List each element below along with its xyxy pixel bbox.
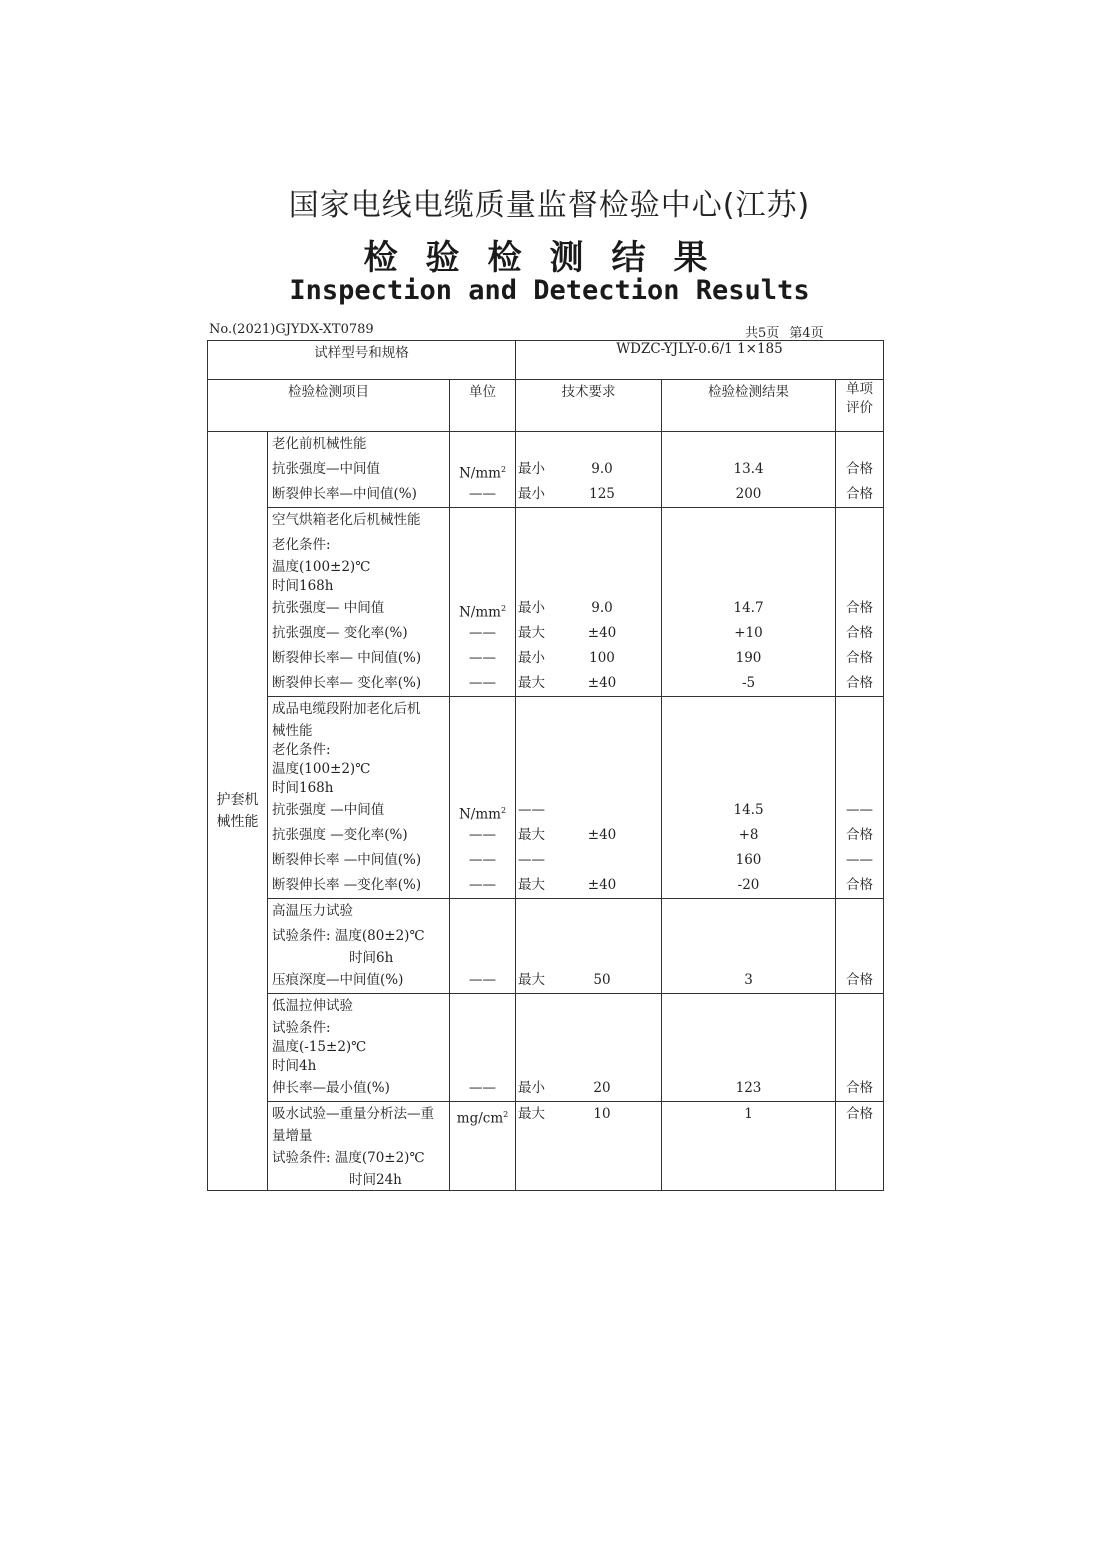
unit-line <box>450 697 515 722</box>
title-english: Inspection and Detection Results <box>289 275 810 306</box>
unit-line <box>450 432 515 457</box>
requirement-line <box>516 779 661 798</box>
requirement-qualifier: 最大 <box>518 675 546 691</box>
header-row <box>208 380 884 432</box>
unit-line <box>450 848 515 873</box>
result-line: 160 <box>735 852 762 868</box>
title-chinese: 检验检测结果 <box>363 238 736 278</box>
unit-line <box>450 671 515 696</box>
item-line: 断裂伸长率— 中间值(%) <box>272 650 422 666</box>
unit-line <box>450 646 515 671</box>
unit-line <box>450 741 515 760</box>
item-line: 抗张强度—中间值 <box>272 461 380 477</box>
requirement-value: ±40 <box>587 877 617 893</box>
requirement-line <box>516 994 661 1019</box>
column-unit-header: 单位 <box>450 380 516 432</box>
result-line <box>662 1038 835 1057</box>
item-line: 断裂伸长率—中间值(%) <box>272 486 417 502</box>
result-line: 14.7 <box>733 600 764 616</box>
requirement-line <box>516 596 661 621</box>
requirement-line <box>516 1019 661 1038</box>
result-cell <box>662 1102 836 1191</box>
requirement-line <box>516 577 661 596</box>
item-line: 断裂伸长率 —变化率(%) <box>272 877 422 893</box>
result-line <box>662 533 835 558</box>
evaluation-line <box>836 779 883 798</box>
requirement-value <box>567 1171 637 1190</box>
result-cell <box>662 994 836 1102</box>
evaluation-line: 合格 <box>846 827 874 843</box>
requirement-value <box>567 558 637 577</box>
results-table <box>207 340 884 1191</box>
unit-line <box>450 1102 515 1127</box>
evaluation-line: 合格 <box>846 600 874 616</box>
unit-line <box>450 924 515 949</box>
requirement-value: 125 <box>589 486 615 502</box>
requirement-qualifier: 最大 <box>518 625 546 641</box>
result-line <box>662 949 835 968</box>
evaluation-line: 合格 <box>846 675 874 691</box>
evaluation-header-line: 单项 <box>846 381 874 397</box>
column-evaluation-header <box>836 380 884 432</box>
item-line: 断裂伸长率 —中间值(%) <box>272 852 422 868</box>
evaluation-line: —— <box>846 852 874 868</box>
unit-text: —— <box>469 852 496 868</box>
unit-cell <box>450 508 516 697</box>
evaluation-cell <box>836 508 884 697</box>
unit-line <box>450 621 515 646</box>
evaluation-line <box>836 1019 883 1038</box>
requirement-qualifier: 最大 <box>518 1106 546 1122</box>
category-cell <box>208 432 268 1191</box>
unit-line <box>450 596 515 621</box>
unit-text: N/mm <box>458 465 501 482</box>
requirement-line <box>516 848 661 873</box>
requirement-line <box>516 823 661 848</box>
requirement-qualifier: 最大 <box>518 972 546 988</box>
requirement-value <box>567 798 637 823</box>
unit-cell <box>450 432 516 508</box>
evaluation-line <box>836 1057 883 1076</box>
requirement-value <box>567 432 637 457</box>
evaluation-line: 合格 <box>846 877 874 893</box>
requirement-line <box>516 924 661 949</box>
item-cell <box>268 994 450 1102</box>
requirement-line <box>516 508 661 533</box>
item-line: 试验条件: 温度(70±2)℃ <box>272 1150 425 1166</box>
evaluation-line <box>836 697 883 722</box>
requirement-value <box>567 1057 637 1076</box>
requirement-cell <box>516 508 662 697</box>
unit-cell <box>450 697 516 899</box>
requirement-qualifier: 最小 <box>518 1080 546 1096</box>
evaluation-line <box>836 508 883 533</box>
result-line: 200 <box>735 486 762 502</box>
requirement-qualifier: 最小 <box>518 650 546 666</box>
evaluation-line <box>836 924 883 949</box>
requirement-qualifier: 最小 <box>518 486 546 502</box>
evaluation-cell <box>836 899 884 994</box>
item-line: 抗张强度— 变化率(%) <box>272 625 408 641</box>
evaluation-line <box>836 949 883 968</box>
result-line <box>662 1019 835 1038</box>
unit-line <box>450 798 515 823</box>
unit-line <box>450 457 515 482</box>
requirement-value <box>567 508 637 533</box>
requirement-value <box>567 779 637 798</box>
result-line: +10 <box>734 625 763 641</box>
unit-text: —— <box>469 486 496 502</box>
result-line <box>662 432 835 457</box>
evaluation-line <box>836 994 883 1019</box>
item-line: 试验条件: 温度(80±2)℃ <box>272 928 425 944</box>
result-line <box>662 779 835 798</box>
item-line: 抗张强度 —中间值 <box>272 802 385 818</box>
item-cell <box>268 432 450 508</box>
requirement-line <box>516 798 661 823</box>
requirement-line <box>516 646 661 671</box>
result-line <box>662 760 835 779</box>
unit-text: —— <box>469 1080 496 1096</box>
item-line: 温度(100±2)℃ <box>272 761 371 777</box>
document-number: No.(2021)GJYDX-XT0789 <box>209 322 374 337</box>
result-line <box>662 1127 835 1146</box>
result-line <box>662 508 835 533</box>
evaluation-line: 合格 <box>846 1080 874 1096</box>
unit-line <box>450 722 515 741</box>
result-line: 190 <box>735 650 762 666</box>
unit-text: —— <box>469 625 496 641</box>
evaluation-line <box>836 1038 883 1057</box>
requirement-cell <box>516 994 662 1102</box>
requirement-line <box>516 432 661 457</box>
unit-line <box>450 1127 515 1146</box>
item-line: 试验条件: <box>272 1020 331 1036</box>
unit-line <box>450 760 515 779</box>
evaluation-line: 合格 <box>846 972 874 988</box>
requirement-qualifier: —— <box>518 852 546 868</box>
requirement-value: 10 <box>593 1106 611 1122</box>
unit-line <box>450 1171 515 1190</box>
result-line <box>662 722 835 741</box>
item-line: 低温拉伸试验 <box>272 998 353 1014</box>
requirement-qualifier: 最小 <box>518 461 546 477</box>
result-line <box>662 697 835 722</box>
requirement-line <box>516 899 661 924</box>
evaluation-cell <box>836 697 884 899</box>
category-label: 护套机 <box>216 792 259 808</box>
requirement-line <box>516 457 661 482</box>
evaluation-line <box>836 533 883 558</box>
requirement-value: 100 <box>589 650 615 666</box>
evaluation-line: 合格 <box>846 486 874 502</box>
requirement-cell <box>516 432 662 508</box>
requirement-line <box>516 873 661 898</box>
requirement-value <box>567 1127 637 1146</box>
unit-text: —— <box>469 827 496 843</box>
requirement-cell <box>516 697 662 899</box>
requirement-value <box>567 1146 637 1171</box>
requirement-value <box>567 994 637 1019</box>
section-row <box>208 899 884 994</box>
result-cell <box>662 508 836 697</box>
item-line: 时间6h <box>349 950 394 966</box>
requirement-line <box>516 1146 661 1171</box>
unit-line <box>450 1146 515 1171</box>
evaluation-line: —— <box>846 802 874 818</box>
sample-value: WDZC-YJLY-0.6/1 1×185 <box>516 341 884 380</box>
unit-line <box>450 1038 515 1057</box>
result-line <box>662 899 835 924</box>
column-item-header: 检验检测项目 <box>208 380 450 432</box>
requirement-value: ±40 <box>587 827 617 843</box>
result-line <box>662 1171 835 1190</box>
evaluation-line <box>836 741 883 760</box>
item-line: 老化条件: <box>272 742 331 758</box>
requirement-value: 50 <box>593 972 611 988</box>
result-line <box>662 994 835 1019</box>
result-line <box>662 577 835 596</box>
requirement-line <box>516 1057 661 1076</box>
unit-exponent: 2 <box>503 1110 509 1119</box>
section-row <box>208 1102 884 1191</box>
requirement-line <box>516 1038 661 1057</box>
item-line: 压痕深度—中间值(%) <box>272 972 404 988</box>
evaluation-line <box>836 1171 883 1190</box>
requirement-value: ±40 <box>587 625 617 641</box>
unit-text: —— <box>469 650 496 666</box>
evaluation-line: 合格 <box>846 650 874 666</box>
unit-line <box>450 899 515 924</box>
section-row <box>208 432 884 508</box>
requirement-line <box>516 482 661 507</box>
item-line: 伸长率—最小值(%) <box>272 1080 390 1096</box>
requirement-qualifier: 最小 <box>518 600 546 616</box>
requirement-value <box>567 741 637 760</box>
result-line <box>662 558 835 577</box>
evaluation-line: 合格 <box>846 461 874 477</box>
unit-line <box>450 968 515 993</box>
item-line: 成品电缆段附加老化后机 <box>272 701 421 717</box>
item-line: 温度(-15±2)℃ <box>272 1039 367 1055</box>
evaluation-line <box>836 432 883 457</box>
requirement-line <box>516 722 661 741</box>
item-line: 老化前机械性能 <box>272 436 367 452</box>
column-result-header: 检验检测结果 <box>662 380 836 432</box>
requirement-qualifier: 最大 <box>518 827 546 843</box>
item-cell <box>268 899 450 994</box>
item-cell <box>268 508 450 697</box>
sample-label: 试样型号和规格 <box>208 341 516 380</box>
unit-text: —— <box>469 972 496 988</box>
unit-text: N/mm <box>458 604 501 621</box>
org-name: 国家电线电缆质量监督检验中心(江苏) <box>288 188 811 223</box>
requirement-line <box>516 760 661 779</box>
requirement-value: 9.0 <box>591 461 613 477</box>
result-cell <box>662 697 836 899</box>
evaluation-cell <box>836 432 884 508</box>
requirement-line <box>516 1102 661 1127</box>
item-line: 抗张强度 —变化率(%) <box>272 827 408 843</box>
evaluation-line <box>836 558 883 577</box>
evaluation-line <box>836 1127 883 1146</box>
requirement-line <box>516 671 661 696</box>
requirement-line <box>516 621 661 646</box>
result-line <box>662 1057 835 1076</box>
unit-line <box>450 1057 515 1076</box>
requirement-value <box>567 899 637 924</box>
unit-line <box>450 558 515 577</box>
requirement-line <box>516 1127 661 1146</box>
requirement-cell <box>516 1102 662 1191</box>
requirement-line <box>516 697 661 722</box>
requirement-value <box>567 1038 637 1057</box>
category-label: 械性能 <box>216 814 259 830</box>
result-line <box>662 1146 835 1171</box>
evaluation-line: 合格 <box>846 625 874 641</box>
unit-line <box>450 1076 515 1101</box>
item-line: 时间4h <box>272 1058 317 1074</box>
requirement-value <box>567 949 637 968</box>
item-line: 吸水试验—重量分析法—重 <box>272 1106 434 1122</box>
evaluation-cell <box>836 1102 884 1191</box>
unit-line <box>450 779 515 798</box>
unit-line <box>450 577 515 596</box>
unit-line <box>450 533 515 558</box>
item-cell <box>268 697 450 899</box>
requirement-line <box>516 741 661 760</box>
item-line: 温度(100±2)℃ <box>272 559 371 575</box>
result-cell <box>662 432 836 508</box>
requirement-value: 20 <box>593 1080 611 1096</box>
evaluation-line <box>836 722 883 741</box>
requirement-value: ±40 <box>587 675 617 691</box>
requirement-line <box>516 949 661 968</box>
item-line: 械性能 <box>272 723 313 739</box>
requirement-value <box>567 533 637 558</box>
requirement-line <box>516 1171 661 1190</box>
requirement-line <box>516 558 661 577</box>
unit-text: mg/cm <box>456 1110 504 1127</box>
result-line: 13.4 <box>733 461 764 477</box>
requirement-value <box>567 722 637 741</box>
result-line: -5 <box>741 675 756 691</box>
requirement-value <box>567 1019 637 1038</box>
item-line: 断裂伸长率— 变化率(%) <box>272 675 422 691</box>
evaluation-line <box>836 577 883 596</box>
requirement-line <box>516 968 661 993</box>
result-line: 123 <box>735 1080 762 1096</box>
unit-line <box>450 873 515 898</box>
unit-text: —— <box>469 675 496 691</box>
evaluation-line <box>836 899 883 924</box>
item-cell <box>268 1102 450 1191</box>
result-line: 14.5 <box>733 802 764 818</box>
section-row <box>208 697 884 899</box>
evaluation-line: 合格 <box>846 1106 874 1122</box>
result-line: +8 <box>738 827 759 843</box>
section-row <box>208 994 884 1102</box>
unit-line <box>450 994 515 1019</box>
result-cell <box>662 899 836 994</box>
item-line: 时间24h <box>349 1172 402 1188</box>
evaluation-header-line: 评价 <box>846 400 874 416</box>
evaluation-line <box>836 1146 883 1171</box>
unit-line <box>450 508 515 533</box>
evaluation-line <box>836 760 883 779</box>
requirement-line <box>516 1076 661 1101</box>
item-line: 时间168h <box>272 578 334 594</box>
requirement-qualifier: 最大 <box>518 877 546 893</box>
result-line: 1 <box>744 1106 753 1122</box>
section-row <box>208 508 884 697</box>
evaluation-cell <box>836 994 884 1102</box>
requirement-value: 9.0 <box>591 600 613 616</box>
result-line <box>662 741 835 760</box>
unit-line <box>450 823 515 848</box>
item-line: 量增量 <box>272 1128 313 1144</box>
page-indicator: 共5页 第4页 <box>745 326 824 341</box>
unit-exponent: 2 <box>500 465 507 474</box>
requirement-cell <box>516 899 662 994</box>
requirement-qualifier: —— <box>518 802 546 818</box>
requirement-value <box>567 848 637 873</box>
unit-cell <box>450 899 516 994</box>
item-line: 抗张强度— 中间值 <box>272 600 385 616</box>
unit-line <box>450 1019 515 1038</box>
unit-line <box>450 482 515 507</box>
item-line: 空气烘箱老化后机械性能 <box>272 512 421 528</box>
item-line: 时间168h <box>272 780 334 796</box>
requirement-value <box>567 697 637 722</box>
unit-exponent: 2 <box>500 604 507 613</box>
unit-line <box>450 949 515 968</box>
requirement-value <box>567 924 637 949</box>
column-requirement-header: 技术要求 <box>516 380 662 432</box>
result-line: 3 <box>744 972 753 988</box>
unit-cell <box>450 1102 516 1191</box>
requirement-value <box>567 577 637 596</box>
unit-cell <box>450 994 516 1102</box>
requirement-value <box>567 760 637 779</box>
requirement-line <box>516 533 661 558</box>
unit-text: N/mm <box>458 806 501 823</box>
result-line: -20 <box>737 877 760 893</box>
result-line <box>662 924 835 949</box>
unit-text: —— <box>469 877 496 893</box>
item-line: 老化条件: <box>272 537 331 553</box>
sample-row <box>208 341 884 380</box>
unit-exponent: 2 <box>500 806 507 815</box>
item-line: 高温压力试验 <box>272 903 353 919</box>
